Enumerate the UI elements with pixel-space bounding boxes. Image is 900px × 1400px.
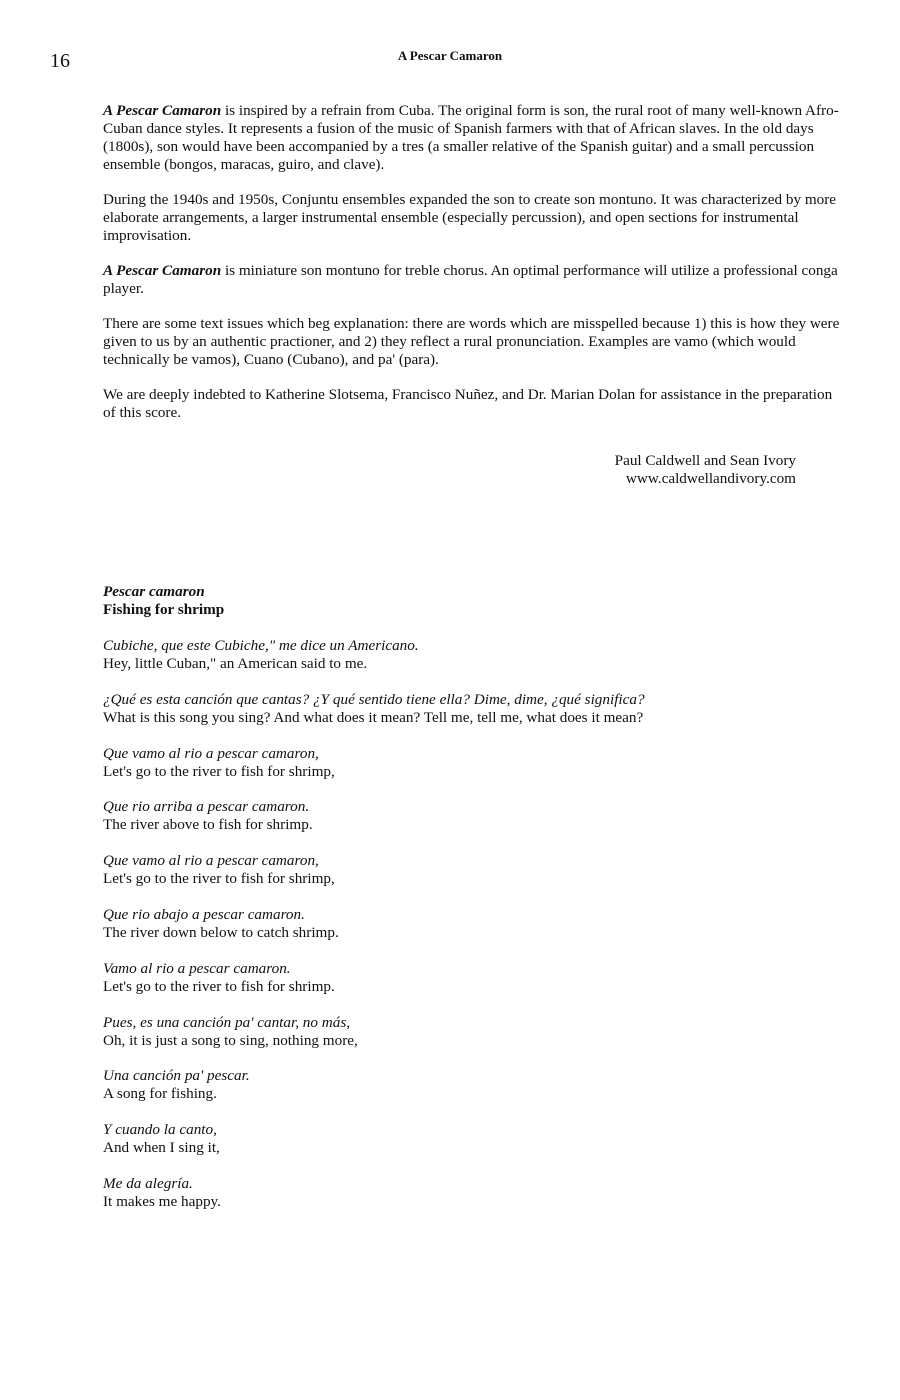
stanza-english: Let's go to the river to fish for shrimp, [103,870,335,888]
stanza-english: The river down below to catch shrimp. [103,923,339,941]
stanza-spanish: Cubiche, que este Cubiche," me dice un Americano. [103,637,419,654]
stanza [103,1014,843,1050]
lyrics-heading [103,583,843,619]
stanza-english: It makes me happy. [103,1192,221,1210]
running-title: A Pescar Camaron [397,48,503,63]
stanza [103,1175,843,1211]
author-names: Paul Caldwell and Sean Ivory [614,452,796,469]
piece-title: A Pescar Camaron [103,262,222,279]
intro-paragraph-3 [103,262,843,298]
stanza-spanish: Que rio abajo a pescar camaron. [103,905,305,923]
stanza [103,1067,843,1103]
stanza [103,960,843,996]
stanza [103,1121,843,1157]
lyrics [103,583,843,1229]
stanza-english: And when I sing it, [103,1139,220,1157]
intro-paragraph-4: There are some text issues which beg explanation: there are words which are misspelled because 1) this is how they were given to us by an authentic practioner, and 2) they reflect a rural pronunciation. Examples are vamo (which would technically be vamos), Cuano (Cubano), and pa' (para). [103,315,840,368]
intro-paragraph-5: We are deeply indebted to Katherine Slotsema, Francisco Nuñez, and Dr. Marian Dolan for assistance in the preparation of this score. [103,386,833,421]
signature [560,452,796,488]
stanza [103,798,843,834]
intro-paragraph-1 [103,102,843,174]
stanza-english: Let's go to the river to fish for shrimp, [103,762,335,780]
intro-text [103,102,843,439]
stanza [103,745,843,781]
stanza-spanish: Vamo al rio a pescar camaron. [103,959,291,977]
stanza-spanish: Que rio arriba a pescar camaron. [103,798,310,816]
stanza-english: Let's go to the river to fish for shrimp. [103,977,335,995]
intro-paragraph-3-text: is miniature son montuno for treble chorus. An optimal performance will utilize a professional conga player. [103,262,838,297]
lyrics-title-spanish: Pescar camaron [103,583,205,600]
stanza [103,691,843,727]
stanza-spanish: Una canción pa' pescar. [103,1067,250,1085]
stanza [103,637,843,673]
stanza-english: The river above to fish for shrimp. [103,816,313,834]
stanza-english: What is this song you sing? And what does it mean? Tell me, tell me, what does it mean? [103,708,644,726]
stanza-english: A song for fishing. [103,1085,217,1103]
stanza [103,906,843,942]
stanza-spanish: ¿Qué es esta canción que cantas? ¿Y qué sentido tiene ella? Dime, dime, ¿qué significa? [103,690,645,708]
stanza-english: Oh, it is just a song to sing, nothing more, [103,1031,358,1049]
page-number: 16 [50,50,70,72]
author-website: www.caldwellandivory.com [625,470,796,487]
lyrics-title-english: Fishing for shrimp [103,601,225,618]
intro-paragraph-2: During the 1940s and 1950s, Conjuntu ensembles expanded the son to create son montuno. It was characterized by more elaborate arrangements, a larger instrumental ensemble (especially percussion), and open sections for instrumental improvisation. [103,191,837,244]
intro-paragraph-1-text: is inspired by a refrain from Cuba. The original form is son, the rural root of many well-known Afro-Cuban dance styles. It represents a fusion of the music of Spanish farmers with that of African slaves. In the old days (1800s), son would have been accompanied by a tres (a smaller relative of the Spanish guitar) and a small percussion ensemble (bongos, maracas, guiro, and clave). [103,102,839,173]
stanza-english: Hey, little Cuban," an American said to me. [103,655,368,672]
stanza [103,852,843,888]
stanza-spanish: Pues, es una canción pa' cantar, no más, [103,1013,351,1031]
stanza-spanish: Que vamo al rio a pescar camaron, [103,744,319,762]
stanza-spanish: Que vamo al rio a pescar camaron, [103,852,319,870]
stanza-spanish: Y cuando la canto, [103,1121,217,1139]
piece-title: A Pescar Camaron [103,102,222,119]
stanza-spanish: Me da alegría. [103,1174,193,1192]
